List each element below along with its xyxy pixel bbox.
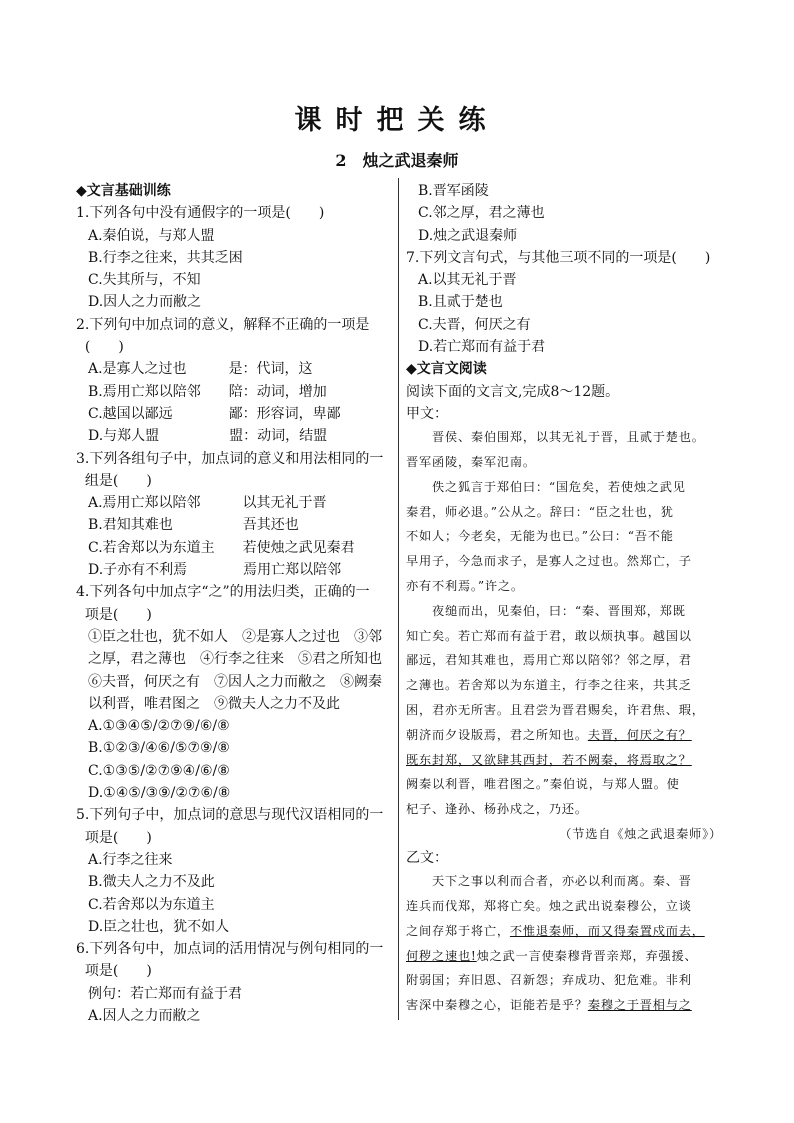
passage-line [406, 524, 728, 549]
question-line: 项是( ) [76, 606, 152, 623]
question-line: 阅读下面的文言文,完成8～12题。 [406, 383, 620, 400]
passage-line [406, 425, 728, 450]
passage-line [406, 624, 728, 649]
passage-text: 佚之狐言于郑伯曰：“国危矣，若使烛之武见 [406, 479, 686, 494]
passage-a-source: （节选自《烛之武退秦师》） [559, 827, 722, 842]
question-line: 1.下列各句中没有通假字的一项是( ) [76, 205, 325, 222]
right-column-questions [406, 180, 728, 425]
option-line: D.烛之武退秦师 [418, 227, 518, 244]
underlined-text: 秦穆之于晋相与之 [587, 998, 692, 1013]
passage-line [406, 894, 728, 919]
passage-line [406, 599, 728, 624]
passage-text: 晋军函陵，秦军氾南。 [406, 455, 536, 470]
option-line: B.行李之往来，共其乏困 [88, 249, 243, 266]
option-line: C.邻之厚，君之薄也 [418, 205, 545, 222]
passage-text: 秦君，师必退。”公从之。辞曰：“臣之壮也，犹 [406, 504, 674, 519]
passage-text: 阙秦以利晋，唯君图之。”秦伯说，与郑人盟。使 [406, 777, 680, 792]
option-line: A.焉用亡郑以陪邻 以其无礼于晋 [88, 495, 327, 512]
option-line: C.越国以鄙远 鄙：形容词，卑鄙 [88, 405, 341, 422]
question-line: 项是( ) [76, 963, 152, 980]
option-line: D.子亦有不利焉 焉用亡郑以陪邻 [88, 562, 342, 579]
option-line: D.臣之壮也，犹不如人 [88, 918, 230, 935]
passage-b-label: 乙文： [406, 849, 448, 866]
option-line: A.是寡人之过也 是：代词，这 [88, 361, 313, 378]
question-line: 6.下列各句中，加点词的活用情况与例句相同的一 [76, 941, 384, 958]
passage-line [406, 574, 728, 599]
option-line: C.①③⑤/②⑦⑨④/⑥/⑧ [88, 762, 230, 779]
passage-text: 之薄也。若舍郑以为东道主，行李之往来，共其乏 [406, 678, 692, 693]
question-line: ( ) [76, 339, 124, 356]
right-column [406, 180, 728, 1018]
left-column [76, 180, 394, 1027]
passage-text: 之间存郑于将亡， [406, 923, 510, 938]
underlined-text: 何秽之速也! [406, 948, 477, 963]
underlined-text: 夫晋，何厌之有？ [587, 727, 692, 742]
option-line: 例句：若亡郑而有益于君 [88, 985, 242, 1002]
passage-line [406, 797, 728, 822]
option-line: B.微夫人之力不及此 [88, 874, 215, 891]
passage-text: 夜缒而出，见秦伯，曰：“秦、晋围郑，郑既 [406, 603, 686, 618]
question-line: 4.下列各句中加点字“之”的用法归类，正确的一 [76, 584, 370, 601]
question-line: 甲文： [406, 405, 448, 422]
passage-text: 天下之事以利而合者，亦必以利而离。秦、晋 [406, 874, 692, 889]
passage-text: 既东封郑，又欲肆其西封，若不阙秦，将焉取之？ [406, 752, 692, 767]
passage-line [406, 919, 728, 944]
option-line: ⑥夫晋，何厌之有 ⑦因人之力而敝之 ⑧阙秦 [88, 673, 382, 690]
option-line: B.君知其难也 吾其还也 [88, 517, 299, 534]
passage-line [406, 772, 728, 797]
option-line: B.焉用亡郑以陪邻 陪：动词，增加 [88, 383, 327, 400]
passage-line [406, 748, 728, 773]
passage-line [406, 450, 728, 475]
lesson-subtitle: 2 烛之武退秦师 [335, 151, 459, 170]
question-line: 组是( ) [76, 472, 152, 489]
option-line: C.失其所与，不知 [88, 272, 201, 289]
question-line: 3.下列各组句子中，加点词的意义和用法相同的一 [76, 450, 384, 467]
passage-line [406, 475, 728, 500]
passage-text: 连兵而伐郑，郑将亡矣。烛之武出说秦穆公，立谈 [406, 898, 692, 913]
option-line: C.若舍郑以为东道主 [88, 896, 215, 913]
underlined-text: 不惟退秦师，而又得秦置戍而去， [509, 923, 705, 938]
passage-text: 不如人；今老矣，无能为也已。”公曰：“吾不能 [406, 529, 674, 544]
section-heading: ◆文言文阅读 [406, 361, 487, 378]
option-line: A.秦伯说，与郑人盟 [88, 227, 215, 244]
passage-text: 杞子、逢孙、杨孙戍之，乃还。 [406, 802, 588, 817]
option-line: 以利晋，唯君图之 ⑨微夫人之力不及此 [88, 695, 340, 712]
option-line: D.若亡郑而有益于君 [418, 339, 546, 356]
passage-text: 附弱国；弃旧恩、召新怨；弃成功、犯危难。非利 [406, 973, 692, 988]
option-line: B.且贰于楚也 [418, 294, 503, 311]
option-line: B.晋军函陵 [418, 183, 489, 199]
passage-line [406, 869, 728, 894]
option-line: D.因人之力而敝之 [88, 294, 202, 311]
question-line: 5.下列句子中，加点词的意思与现代汉语相同的一 [76, 807, 384, 824]
passage-line [406, 549, 728, 574]
passage-text: 晋侯、秦伯围郑，以其无礼于晋，且贰于楚也。 [406, 430, 705, 445]
passage-text: 鄙远，君知其难也，焉用亡郑以陪邻？邻之厚，君 [406, 653, 692, 668]
passage-text: 知亡矣。若亡郑而有益于君，敢以烦执事。越国以 [406, 628, 692, 643]
passage-line [406, 993, 728, 1018]
column-divider [398, 178, 399, 1020]
option-line: D.与郑人盟 盟：动词，结盟 [88, 428, 328, 445]
passage-line [406, 723, 728, 748]
option-line: A.行李之往来 [88, 851, 173, 868]
option-line: C.夫晋，何厌之有 [418, 316, 531, 333]
passage-line [406, 968, 728, 993]
option-line: 之厚，君之薄也 ④行李之往来 ⑤君之所知也 [88, 651, 382, 668]
option-line: A.因人之力而敝之 [88, 1007, 201, 1024]
passage-text: 烛之武一言使秦穆背晋亲郑，弃强援、 [476, 948, 698, 963]
option-line: ①臣之壮也，犹不如人 ②是寡人之过也 ③邻 [88, 628, 382, 645]
passage-a [406, 425, 728, 822]
question-line: 2.下列句中加点词的意义，解释不正确的一项是 [76, 316, 370, 333]
option-line: B.①②③/④⑥/⑤⑦⑨/⑧ [88, 740, 230, 757]
option-line: D.①④⑤/③⑨/②⑦⑥/⑧ [88, 785, 231, 802]
passage-line [406, 944, 728, 969]
passage-text: 害深中秦穆之心，讵能若是乎？ [406, 998, 588, 1013]
passage-line [406, 698, 728, 723]
option-line: C.若舍郑以为东道主 若使烛之武见秦君 [88, 539, 355, 556]
question-line: 项是( ) [76, 829, 152, 846]
passage-text: 早用子，今急而求子，是寡人之过也。然郑亡，子 [406, 554, 692, 569]
passage-text: 亦有不利焉。”许之。 [406, 579, 524, 594]
passage-line [406, 648, 728, 673]
passage-b [406, 869, 728, 1018]
passage-line [406, 673, 728, 698]
option-line: A.①③④⑤/②⑦⑨/⑥/⑧ [88, 718, 230, 735]
option-line: A.以其无礼于晋 [418, 272, 517, 289]
passage-text: 朝济而夕设版焉，君之所知也。 [406, 727, 588, 742]
question-line: 7.下列文言句式，与其他三项不同的一项是( ) [406, 249, 711, 266]
page-title: 课时把关练 [294, 105, 500, 136]
section-heading: ◆文言基础训练 [76, 183, 171, 199]
passage-text: 困，君亦无所害。且君尝为晋君赐矣，许君焦、瑕， [406, 703, 705, 718]
passage-line [406, 500, 728, 525]
